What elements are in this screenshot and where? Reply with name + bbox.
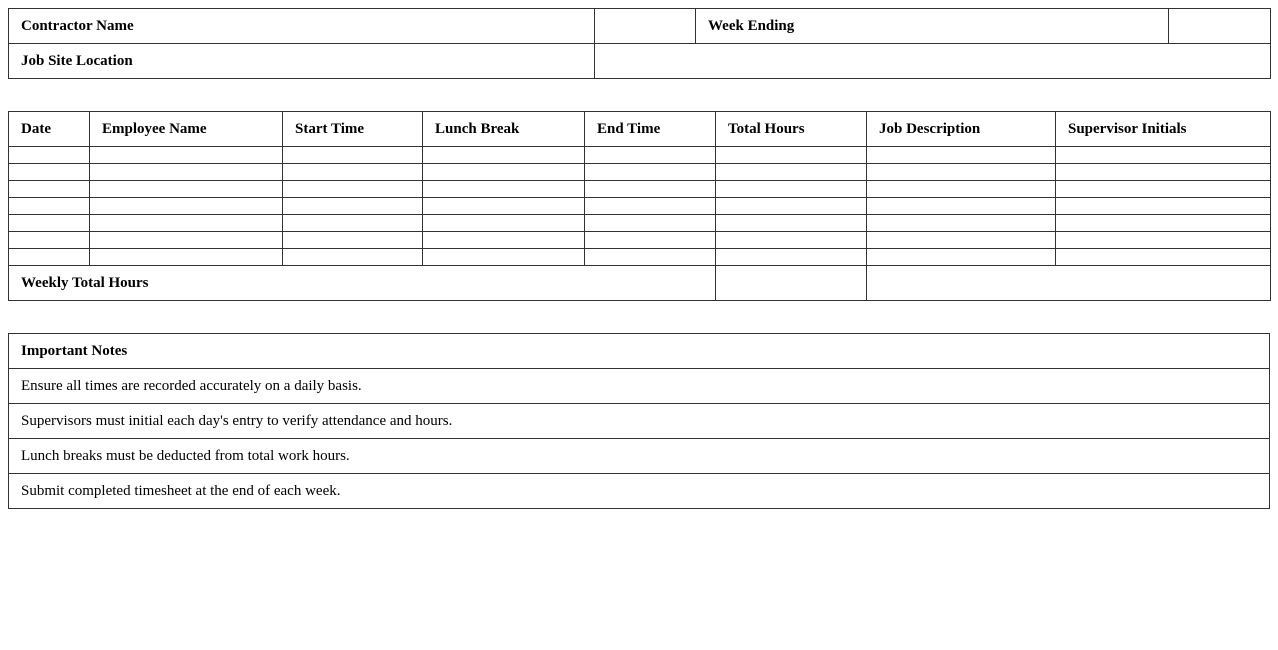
entry-cell[interactable]	[716, 198, 867, 215]
table-row	[9, 181, 1271, 198]
entry-cell[interactable]	[867, 232, 1056, 249]
entry-cell[interactable]	[423, 249, 585, 266]
entry-cell[interactable]	[423, 232, 585, 249]
table-row	[9, 198, 1271, 215]
entry-cell[interactable]	[90, 215, 283, 232]
entry-cell[interactable]	[283, 164, 423, 181]
note-item: Lunch breaks must be deducted from total work hours.	[9, 439, 1270, 474]
job-site-location-label: Job Site Location	[9, 44, 595, 79]
important-notes-table	[8, 333, 1270, 509]
note-item: Submit completed timesheet at the end of each week.	[9, 474, 1270, 509]
entry-cell[interactable]	[716, 232, 867, 249]
entry-cell[interactable]	[9, 147, 90, 164]
entry-cell[interactable]	[9, 164, 90, 181]
entry-cell[interactable]	[1056, 232, 1271, 249]
contractor-name-field[interactable]	[595, 9, 696, 44]
entry-cell[interactable]	[423, 198, 585, 215]
column-header: Total Hours	[716, 112, 867, 147]
table-row	[9, 232, 1271, 249]
week-ending-field[interactable]	[1169, 9, 1271, 44]
entry-cell[interactable]	[716, 249, 867, 266]
entry-cell[interactable]	[585, 147, 716, 164]
week-ending-label: Week Ending	[696, 9, 1169, 44]
job-site-location-field[interactable]	[595, 44, 1271, 79]
entry-cell[interactable]	[90, 147, 283, 164]
column-header: Supervisor Initials	[1056, 112, 1271, 147]
timesheet-table	[8, 111, 1271, 301]
entry-cell[interactable]	[585, 164, 716, 181]
column-header: Start Time	[283, 112, 423, 147]
entry-cell[interactable]	[585, 181, 716, 198]
column-header: Employee Name	[90, 112, 283, 147]
entry-cell[interactable]	[9, 198, 90, 215]
entry-cell[interactable]	[423, 147, 585, 164]
column-header: Lunch Break	[423, 112, 585, 147]
entry-cell[interactable]	[585, 249, 716, 266]
column-header: Date	[9, 112, 90, 147]
entry-cell[interactable]	[9, 232, 90, 249]
entry-cell[interactable]	[90, 232, 283, 249]
entry-cell[interactable]	[283, 147, 423, 164]
entry-cell[interactable]	[423, 164, 585, 181]
entry-cell[interactable]	[716, 215, 867, 232]
column-header: End Time	[585, 112, 716, 147]
table-row	[9, 215, 1271, 232]
entry-cell[interactable]	[90, 198, 283, 215]
entry-cell[interactable]	[585, 232, 716, 249]
entry-cell[interactable]	[423, 181, 585, 198]
entry-cell[interactable]	[1056, 147, 1271, 164]
notes-title: Important Notes	[9, 334, 1270, 369]
entry-cell[interactable]	[283, 232, 423, 249]
entry-cell[interactable]	[585, 198, 716, 215]
note-item: Ensure all times are recorded accurately on a daily basis.	[9, 369, 1270, 404]
entry-cell[interactable]	[283, 198, 423, 215]
entry-cell[interactable]	[716, 147, 867, 164]
entry-cell[interactable]	[585, 215, 716, 232]
table-row	[9, 147, 1271, 164]
column-header: Job Description	[867, 112, 1056, 147]
entry-cell[interactable]	[90, 181, 283, 198]
table-row	[9, 249, 1271, 266]
entry-cell[interactable]	[90, 164, 283, 181]
entry-cell[interactable]	[1056, 198, 1271, 215]
entry-cell[interactable]	[283, 181, 423, 198]
contractor-name-label: Contractor Name	[9, 9, 595, 44]
entry-cell[interactable]	[716, 164, 867, 181]
entry-cell[interactable]	[716, 181, 867, 198]
entry-cell[interactable]	[867, 215, 1056, 232]
note-item: Supervisors must initial each day's entry to verify attendance and hours.	[9, 404, 1270, 439]
weekly-total-hours-label: Weekly Total Hours	[9, 266, 716, 301]
entry-cell[interactable]	[423, 215, 585, 232]
entry-cell[interactable]	[1056, 249, 1271, 266]
entry-cell[interactable]	[1056, 164, 1271, 181]
entry-cell[interactable]	[867, 198, 1056, 215]
entry-cell[interactable]	[9, 249, 90, 266]
entry-cell[interactable]	[283, 215, 423, 232]
entry-cell[interactable]	[283, 249, 423, 266]
entry-cell[interactable]	[867, 164, 1056, 181]
table-row	[9, 164, 1271, 181]
entry-cell[interactable]	[90, 249, 283, 266]
entry-cell[interactable]	[1056, 181, 1271, 198]
entry-cell[interactable]	[867, 181, 1056, 198]
entry-cell[interactable]	[867, 249, 1056, 266]
entry-cell[interactable]	[9, 215, 90, 232]
entry-cell[interactable]	[1056, 215, 1271, 232]
header-info-table	[8, 8, 1271, 79]
weekly-total-blank-cell	[867, 266, 1271, 301]
weekly-total-hours-field[interactable]	[716, 266, 867, 301]
entry-cell[interactable]	[9, 181, 90, 198]
entry-cell[interactable]	[867, 147, 1056, 164]
